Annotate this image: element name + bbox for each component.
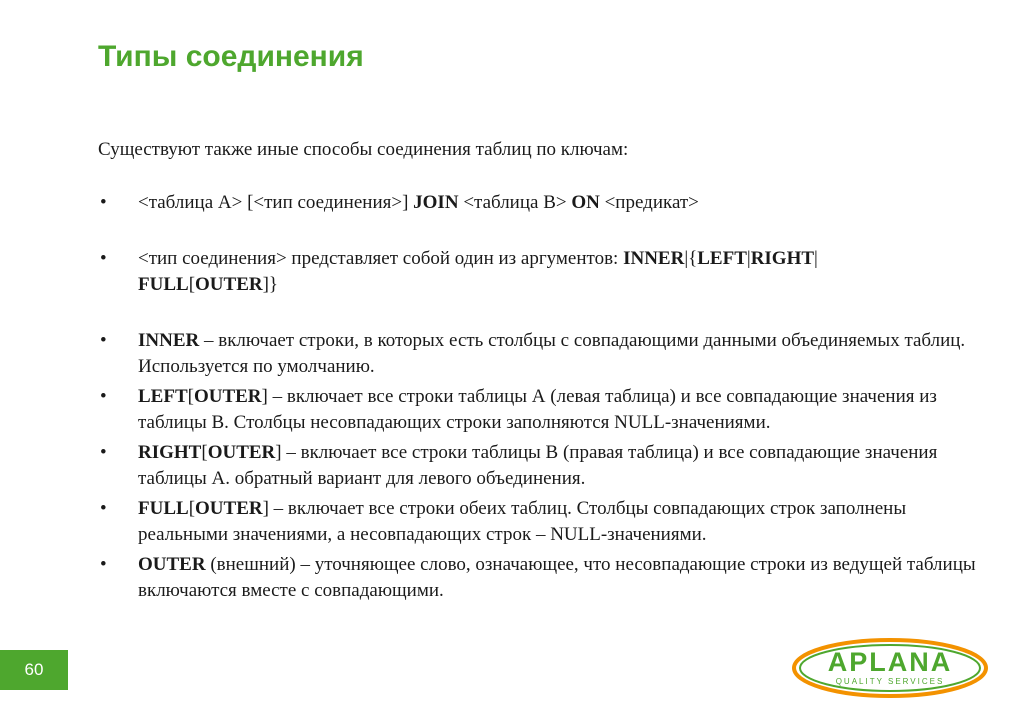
aplana-logo bbox=[790, 636, 990, 700]
bullet-inner: • INNER – включает строки, в которых есть столбцы с совпадающими данными объединяемых таблиц. Используется по умолчанию. bbox=[98, 328, 978, 380]
bullet-outer: • OUTER (внешний) – уточняющее слово, означающее, что несовпадающие строки из ведущей таблицы включаются вместе с совпадающими. bbox=[98, 552, 978, 604]
bullet-full-outer: • FULL[OUTER] – включает все строки обеих таблиц. Столбцы совпадающих строк заполнены реальными значениями, а несовпадающих строк – NULL-значениями. bbox=[98, 496, 978, 548]
page-number: 60 bbox=[0, 650, 68, 690]
bullet-join-syntax: • <таблица А> [<тип соединения>] JOIN <таблица В> ON <предикат> bbox=[98, 190, 978, 216]
bullet-list bbox=[98, 190, 978, 604]
logo-name: APLANA bbox=[827, 647, 953, 677]
intro-text: Существуют также иные способы соединения таблиц по ключам: bbox=[98, 139, 629, 160]
slide-title: Типы соединения bbox=[98, 40, 364, 73]
bullet-right-outer: • RIGHT[OUTER] – включает все строки таблицы В (правая таблица) и все совпадающие значения таблицы А. обратный вариант для левого объединения. bbox=[98, 440, 978, 492]
bullet-join-types: • <тип соединения> представляет собой один из аргументов: INNER|{LEFT|RIGHT| FULL[OUTER]} bbox=[98, 246, 978, 298]
logo-tagline: QUALITY SERVICES bbox=[835, 677, 945, 686]
bullet-left-outer: • LEFT[OUTER] – включает все строки таблицы А (левая таблица) и все совпадающие значения из таблицы В. Столбцы несовпадающих строки заполняются NULL-значениями. bbox=[98, 384, 978, 436]
